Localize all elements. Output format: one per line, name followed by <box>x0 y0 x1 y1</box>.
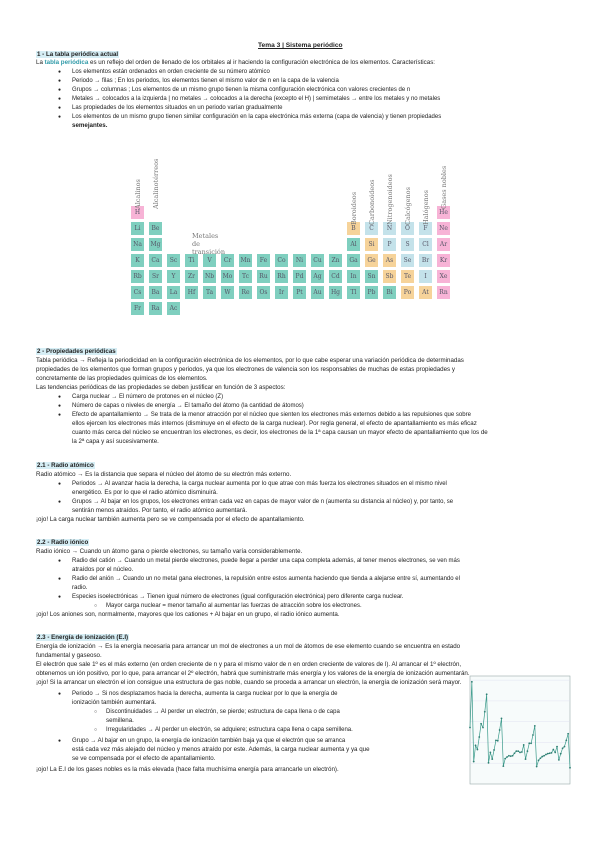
data-point <box>497 740 499 742</box>
sub-list-item-continuation: semillena. <box>106 717 134 724</box>
data-point <box>565 739 567 741</box>
element-cell-as: As <box>382 253 397 268</box>
data-point <box>543 755 545 757</box>
element-cell-pd: Pd <box>292 269 307 284</box>
data-point <box>551 752 553 754</box>
element-cell-rn: Rn <box>436 285 451 300</box>
element-cell-ru: Ru <box>256 269 271 284</box>
element-cell-at: At <box>418 285 433 300</box>
element-cell-ne: Ne <box>436 221 451 236</box>
data-point <box>514 752 516 754</box>
section-1-heading: 1 - La tabla periódica actual <box>37 51 119 58</box>
data-point <box>473 761 475 763</box>
paragraph-line: obtenemos un ión positivo, por lo que, para arrancar el 2º electrón, habrá que suministrarle más energía y los valores de la energía de ionización aumentarán. <box>36 670 470 677</box>
list-item-continuation: energético. Es por lo que el radio atómico disminuirá. <box>72 489 218 496</box>
element-cell-cs: Cs <box>130 285 145 300</box>
element-cell-te: Te <box>400 269 415 284</box>
element-cell-ar: Ar <box>436 237 451 252</box>
element-cell-rh: Rh <box>274 269 289 284</box>
section-2-1-heading-wrap <box>36 462 95 470</box>
list-item: ● Periodo → filas ; En los periodos, los elementos tienen el mismo valor de n en la capa de la valencia <box>72 77 339 85</box>
element-cell-ge: Ge <box>364 253 379 268</box>
list-item: ● Radio del anión → Cuando un no metal gana electrones, la repulsión entre estos aumenta haciendo que tienda a alejarse entre sí, aumentando el <box>72 575 460 583</box>
data-point <box>521 751 523 753</box>
data-point <box>562 747 564 749</box>
note: ¡ojo! La carga nuclear también aumenta pero se ve compensada por el efecto de apantallamiento. <box>36 516 305 523</box>
sub-list-item: ○ Irregularidades → Al perder un electrón, se adquiere; estructura capa llena o capa semillena. <box>106 726 353 734</box>
element-cell-ni: Ni <box>292 253 307 268</box>
element-cell-po: Po <box>400 285 415 300</box>
list-item: ● Efecto de apantallamiento → Se trata de la menor atracción por el núcleo que sienten los electrones más externos debido a las repulsiones que sobre <box>72 411 471 419</box>
note: ¡ojo! La E.I de los gases nobles es la más elevada (hace falta muchísima energía para arrancarle un electrón). <box>36 766 339 773</box>
section-2-3-heading-wrap <box>36 634 129 642</box>
list-item-continuation: cuanto más cerca del núcleo se encuentran los electrones, es decir, los electrones de la 1ª capa causan un mayor efecto de apantallamiento que los de <box>72 429 488 436</box>
data-point <box>549 752 551 754</box>
element-cell-ti: Ti <box>184 253 199 268</box>
data-point <box>491 758 493 760</box>
element-cell-bi: Bi <box>382 285 397 300</box>
data-point <box>508 755 510 757</box>
element-cell-y: Y <box>166 269 181 284</box>
data-point <box>534 725 536 727</box>
paragraph-line: Energía de ionización → Es la energía necesaria para arrancar un mol de electrones a un mol de átomos de ese elemento cuando se encuentra en estado <box>36 643 461 650</box>
list-item: ● Periodos → Al avanzar hacia la derecha, la carga nuclear aumenta por lo que atrae con más fuerza los electrones situados en el mismo nivel <box>72 480 447 488</box>
list-item-continuation: radio. <box>72 584 88 591</box>
element-cell-ta: Ta <box>202 285 217 300</box>
element-cell-ac: Ac <box>166 301 181 316</box>
data-point <box>506 756 508 758</box>
element-cell-al: Al <box>346 237 361 252</box>
paragraph-line: fundamental y gaseoso. <box>36 652 102 659</box>
data-point <box>541 756 543 758</box>
data-point <box>478 736 480 738</box>
element-cell-sc: Sc <box>166 253 181 268</box>
data-point <box>493 749 495 751</box>
element-cell-pt: Pt <box>292 285 307 300</box>
element-cell-cl: Cl <box>418 237 433 252</box>
section-2-heading: 2 - Propiedades periódicas <box>37 348 116 355</box>
data-point <box>567 733 569 735</box>
data-point <box>495 739 497 741</box>
element-cell-mo: Mo <box>220 269 235 284</box>
element-cell-o: O <box>400 221 415 236</box>
element-cell-re: Re <box>238 285 253 300</box>
data-point <box>560 753 562 755</box>
data-point <box>480 723 482 725</box>
data-point <box>525 758 527 760</box>
intro-c: es un reflejo del orden de llenado de los orbitales al ir haciendo la configuración electrónica de los elementos. Características: <box>90 59 436 66</box>
element-cell-in: In <box>346 269 361 284</box>
element-cell-b: B <box>346 221 361 236</box>
group-label: Carbonoideos <box>368 179 376 225</box>
element-cell-rb: Rb <box>130 269 145 284</box>
element-cell-li: Li <box>130 221 145 236</box>
element-cell-tl: Tl <box>346 285 361 300</box>
list-item-continuation: ellos ejercen los electrones más internos (disminuye en el efecto de la carga nuclear). Por regla general, el efecto de apantallamiento es más eficaz <box>72 420 477 427</box>
data-point <box>552 749 554 751</box>
data-point <box>554 752 556 754</box>
element-cell-h: H <box>130 205 145 220</box>
element-cell-fr: Fr <box>130 301 145 316</box>
element-cell-ir: Ir <box>274 285 289 300</box>
element-cell-br: Br <box>418 253 433 268</box>
element-cell-be: Be <box>148 221 163 236</box>
element-cell-he: He <box>436 205 451 220</box>
element-cell-ra: Ra <box>148 301 163 316</box>
transition-metals-label: Metales de transición <box>192 232 226 256</box>
sub-list-item: ○ Mayor carga nuclear = menor tamaño al aumentar las fuerzas de atracción sobre los electrones. <box>106 602 362 610</box>
element-cell-cr: Cr <box>220 253 235 268</box>
data-point <box>484 711 486 713</box>
element-cell-cd: Cd <box>328 269 343 284</box>
element-cell-mn: Mn <box>238 253 253 268</box>
data-point <box>536 766 538 768</box>
paragraph-line: Radio atómico → Es la distancia que separa el núcleo del átomo de su electrón más externo. <box>36 471 292 478</box>
list-item: ● Los elementos de un mismo grupo tienen similar configuración en la capa electrónica más externa (capa de valencia) y tienen propiedades <box>72 113 441 121</box>
data-point <box>504 758 506 760</box>
element-cell-au: Au <box>310 285 325 300</box>
data-point <box>528 742 530 744</box>
element-cell-kr: Kr <box>436 253 451 268</box>
list-item: ● Carga nuclear → El número de protones en el núcleo (Z) <box>72 393 223 401</box>
element-cell-tc: Tc <box>238 269 253 284</box>
element-cell-la: La <box>166 285 181 300</box>
element-cell-cu: Cu <box>310 253 325 268</box>
list-item-continuation: sentirán menos atraídos. Por tanto, el radio atómico aumentará. <box>72 507 248 514</box>
element-cell-pb: Pb <box>364 285 379 300</box>
list-item-continuation: semejantes. <box>72 122 108 129</box>
list-item: ● Los elementos están ordenados en orden creciente de su número atómico <box>72 68 270 76</box>
data-point <box>556 746 558 748</box>
list-item: ● Grupo → Al bajar en un grupo, la energía de ionización también baja ya que el electrón que se arranca <box>72 737 345 745</box>
group-label: Alcalinos <box>134 179 142 209</box>
list-item: ● Especies isoelectrónicas → Tienen igual número de electrones (igual configuración electrónica) pero diferente carga nuclear. <box>72 593 404 601</box>
data-point <box>558 759 560 761</box>
group-label: Gases nobles <box>440 165 448 209</box>
paragraph-line: Tabla periódica → Refleja la periodicidad en la configuración electrónica de los elementos, por lo que cabe esperar una variación periódica de determinadas <box>36 357 464 364</box>
list-item: ● Las propiedades de los elementos situados en un periodo varían gradualmente <box>72 104 282 112</box>
element-cell-sn: Sn <box>364 269 379 284</box>
element-cell-sb: Sb <box>382 269 397 284</box>
data-point <box>532 734 534 736</box>
list-item: ● Número de capas o niveles de energía → El tamaño del átomo (la cantidad de átomos) <box>72 402 304 410</box>
element-cell-c: C <box>364 221 379 236</box>
note: ¡ojo! Los aniones son, normalmente, mayores que los cationes + Al bajar en un grupo, el radio iónico aumenta. <box>36 611 340 618</box>
data-point <box>515 750 517 752</box>
element-cell-i: I <box>418 269 433 284</box>
data-point <box>499 729 501 731</box>
sub-list-item: ○ Discontinuidades → Al perder un electrón, se pierde; estructura de capa llena o de capa <box>106 708 340 716</box>
data-point <box>501 717 503 719</box>
element-cell-p: P <box>382 237 397 252</box>
element-cell-k: K <box>130 253 145 268</box>
list-item: ● Periodo → Si nos desplazamos hacia la derecha, aumenta la carga nuclear por lo que la energía de <box>72 690 338 698</box>
element-cell-mg: Mg <box>148 237 163 252</box>
element-cell-os: Os <box>256 285 271 300</box>
data-point <box>510 755 512 757</box>
data-point <box>469 727 471 729</box>
page-title: Tema 3 | Sistema periódico <box>258 42 343 49</box>
group-label: Nitrogenoideos <box>386 174 394 225</box>
element-cell-w: W <box>220 285 235 300</box>
list-item-continuation: atraídos por el núcleo. <box>72 566 134 573</box>
data-point <box>517 750 519 752</box>
element-cell-ga: Ga <box>346 253 361 268</box>
ionization-energy-chart <box>462 672 574 790</box>
data-point <box>486 693 488 695</box>
section-2-2-heading-wrap <box>36 539 89 547</box>
element-cell-zn: Zn <box>328 253 343 268</box>
data-point <box>547 753 549 755</box>
element-cell-si: Si <box>364 237 379 252</box>
list-item-continuation: está cada vez más alejado del núcleo y menos atraído por este. Además, la carga nuclear aumenta y ya que <box>72 746 370 753</box>
section-2-2-heading: 2.2 - Radio iónico <box>37 539 89 546</box>
list-item-continuation: la 2ª capa y así sucesivamente. <box>72 438 159 445</box>
list-item-continuation: ionización también aumentará. <box>72 699 157 706</box>
element-cell-xe: Xe <box>436 269 451 284</box>
data-point <box>527 750 529 752</box>
list-item: ● Radio del catión → Cuando un metal pierde electrones, puede llegar a perder una capa completa además, al tener menos electrones, se ven más <box>72 557 460 565</box>
section-2-1-heading: 2.1 - Radio atómico <box>37 462 94 469</box>
data-point <box>488 762 490 764</box>
data-point <box>512 755 514 757</box>
paragraph-line: ¡ojo! Si la arrancar un electrón el ion consigue una estructura de gas noble, cuando se proceda a arrancar un electrón, la energía de ionización será mayor. <box>36 679 462 686</box>
data-point <box>530 742 532 744</box>
data-point <box>519 752 521 754</box>
section-1-intro <box>36 59 435 67</box>
element-cell-f: F <box>418 221 433 236</box>
element-cell-na: Na <box>130 237 145 252</box>
group-label: Calcógenos <box>404 187 412 225</box>
data-point <box>538 759 540 761</box>
element-cell-se: Se <box>400 253 415 268</box>
group-label: Alcalinotérreos <box>152 158 160 209</box>
element-cell-v: V <box>202 253 217 268</box>
list-item: ● Grupos → columnas ; Los elementos de un mismo grupo tienen la misma configuración electrónica con valores crecientes de n <box>72 86 410 94</box>
intro-a: La <box>36 59 43 66</box>
list-item: ● Grupos → Al bajar en los grupos, los electrones entran cada vez en capas de mayor valor de n (aumenta su distancia al núcleo) y, por tanto, se <box>72 498 453 506</box>
list-item-continuation: se ve compensada por el efecto de apantallamiento. <box>72 755 216 762</box>
data-point <box>523 744 525 746</box>
data-point <box>477 749 479 751</box>
group-label: Boroideos <box>350 191 358 225</box>
element-cell-sr: Sr <box>148 269 163 284</box>
data-point <box>489 752 491 754</box>
element-cell-ba: Ba <box>148 285 163 300</box>
data-point <box>539 757 541 759</box>
paragraph-line: Las tendencias periódicas de las propiedades se deben justificar en función de 3 aspectos: <box>36 384 286 391</box>
data-point <box>569 767 571 769</box>
data-point <box>475 744 477 746</box>
element-cell-n: N <box>382 221 397 236</box>
list-item: ● Metales → colocados a la izquierda | no metales → colocados a la derecha (excepto el H) | semimetales → entre los metales y no metales <box>72 95 440 103</box>
data-point <box>482 727 484 729</box>
intro-b: tabla periódica <box>44 59 89 66</box>
group-label: Halógenos <box>422 190 430 225</box>
element-cell-zr: Zr <box>184 269 199 284</box>
data-point <box>564 746 566 748</box>
section-2-heading-wrap <box>36 348 117 356</box>
element-cell-ca: Ca <box>148 253 163 268</box>
element-cell-hg: Hg <box>328 285 343 300</box>
data-point <box>545 754 547 756</box>
paragraph-line: El electrón que sale 1º es el más externo (en orden creciente de n y para el mismo valor de n en orden creciente de valores de l). Al arrancar el 1º electrón, <box>36 661 462 668</box>
data-point <box>471 681 473 683</box>
paragraph-line: Radio iónico → Cuando un átomo gana o pierde electrones, su tamaño varía considerablemente. <box>36 548 303 555</box>
element-cell-ag: Ag <box>310 269 325 284</box>
element-cell-co: Co <box>274 253 289 268</box>
element-cell-hf: Hf <box>184 285 199 300</box>
element-cell-s: S <box>400 237 415 252</box>
section-2-3-heading: 2.3 - Energía de ionización (E.I) <box>37 634 129 641</box>
element-cell-nb: Nb <box>202 269 217 284</box>
paragraph-line: concretamente de las propiedades químicas de los elementos. <box>36 375 208 382</box>
paragraph-line: propiedades de los elementos que forman grupos y periodos, ya que los electrones de valencia son los responsables de muchas de estas propiedades y <box>36 366 455 373</box>
data-point <box>502 765 504 767</box>
element-cell-fe: Fe <box>256 253 271 268</box>
chart-frame <box>470 676 570 784</box>
